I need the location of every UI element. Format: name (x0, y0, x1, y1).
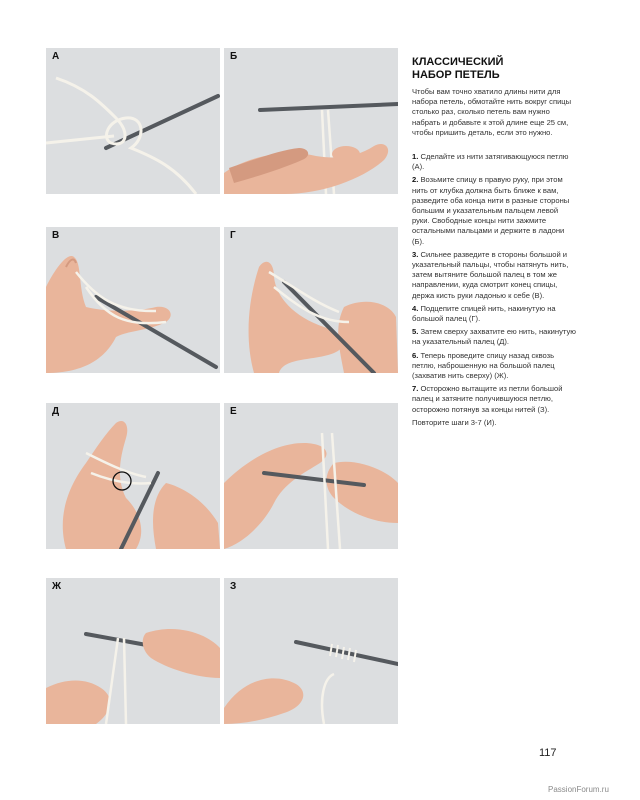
photo-label: Е (230, 406, 237, 417)
photo-step-a (46, 48, 220, 194)
watermark-text: PassionForum.ru (548, 785, 609, 794)
repeat-note: Повторите шаги 3-7 (И). (412, 417, 497, 427)
photo-step-d (46, 403, 220, 549)
photo-step-b (224, 48, 398, 194)
photo-label: В (52, 230, 60, 241)
photo-label: А (52, 51, 60, 62)
title-line-1: КЛАССИЧЕСКИЙ (412, 56, 504, 68)
intro-paragraph: Чтобы вам точно хватило длины нити для набора петель, обмотайте нить вокруг спицы столько раз, сколько петель вам нужно набрать и добавьте к этой длине еще 25 см, чтобы пришить деталь, если это нужно. (412, 87, 572, 137)
photo-label: Б (230, 51, 238, 62)
section-title (412, 56, 576, 82)
step-item: 6. Теперь проведите спицу назад сквозь петлю, наброшенную на большой палец (захватив нить сверху) (Ж). (412, 350, 555, 381)
photo-label: Д (52, 406, 60, 417)
step-item: 1. Сделайте из нити затягивающуюся петлю (А). (412, 152, 569, 172)
photo-label: Г (230, 230, 236, 241)
title-line-2: НАБОР ПЕТЕЛЬ (412, 69, 500, 81)
step-item: 2. Возьмите спицу в правую руку, при этом нить от клубка должна быть ближе к вам, разведите оба конца нити в разные стороны большим и указательным пальцем левой руки. Свободные концы нити зажмите остальными пальцами и держите в ладони (Б). (412, 175, 570, 246)
step-item: 3. Сильнее разведите в стороны большой и указательный пальцы, чтобы натянуть нить, затем вытяните большой палец в том же направлении, куда смотрит конец спицы, держа кисть руки ладонью к себе (В). (412, 249, 569, 300)
instructions-column (412, 56, 576, 428)
photo-step-zh (46, 578, 220, 724)
photo-step-g (224, 227, 398, 373)
photo-step-v (46, 227, 220, 373)
photo-step-z (224, 578, 398, 724)
page-number: 117 (539, 747, 557, 759)
steps-list (412, 152, 576, 415)
photo-label: Ж (52, 581, 62, 592)
step-item: 4. Подцепите спицей нить, накинутую на большой палец (Г). (412, 303, 556, 324)
step-item: 7. Осторожно вытащите из петли большой палец и затяните получившуюся петлю, осторожно потянув за концы нитей (З). (412, 384, 563, 414)
photo-step-e (224, 403, 398, 549)
step-item: 5. Затем сверху захватите ею нить, накинутую на указательный палец (Д). (412, 327, 576, 347)
photo-label: З (230, 581, 237, 592)
